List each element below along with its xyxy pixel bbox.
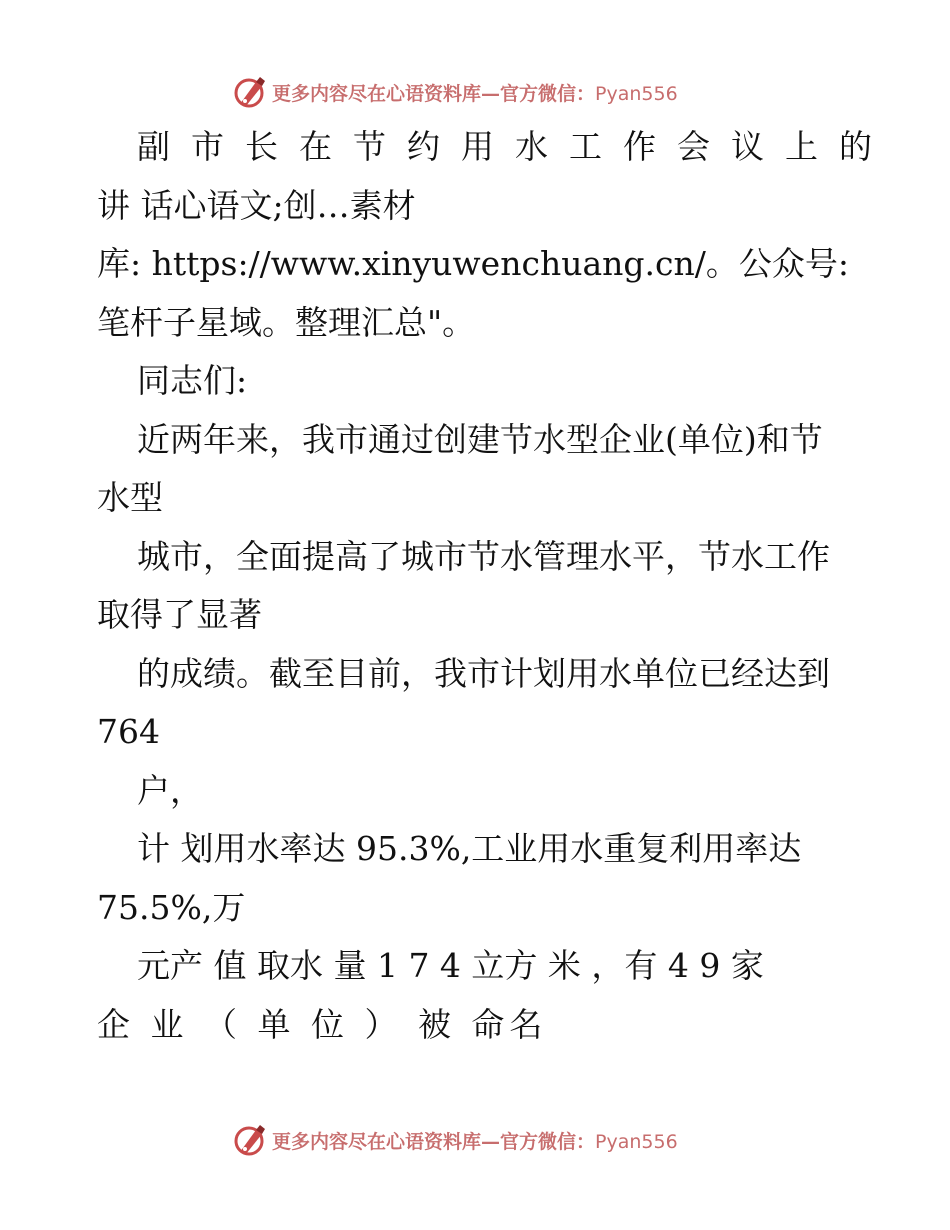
paragraph-line: 计 划用水率达 95.3%,工业用水重复利用率达 [137, 829, 802, 868]
salutation: 同志们: [137, 361, 248, 400]
wechat-id: Pyan556 [595, 1130, 678, 1153]
source-line-2: 笔杆子星域。整理汇总"。 [97, 302, 476, 342]
paragraph-line: 的成绩。截至目前，我市计划用水单位已经达到 [137, 653, 830, 693]
paragraph-line: 企 业 （ 单 位 ） 被 命名 [97, 1004, 548, 1044]
source-line-1: 库: https://www.xinyuwenchuang.cn/。公众号: [97, 244, 849, 283]
banner-text: 更多内容尽在心语资料库—官方微信：Pyan556 [272, 82, 678, 105]
header-banner [232, 72, 678, 112]
paragraph-line: 取得了显著 [97, 595, 262, 634]
wechat-id: Pyan556 [595, 82, 678, 105]
document-body [97, 118, 893, 1054]
footer-banner [232, 1120, 678, 1160]
paragraph-line: 75.5%,万 [97, 887, 246, 927]
paragraph-line: 户， [137, 770, 203, 810]
paragraph-line: 城市，全面提高了城市节水管理水平，节水工作 [137, 536, 830, 576]
banner-text: 更多内容尽在心语资料库—官方微信：Pyan556 [272, 1130, 678, 1153]
pen-logo-icon [232, 1122, 268, 1158]
title-line-2: 讲 话心语文;创…素材 [97, 185, 416, 225]
paragraph-line: 764 [97, 712, 160, 751]
paragraph-line: 水型 [97, 478, 163, 517]
pen-logo-icon [232, 74, 268, 110]
paragraph-line: 元产 值 取水 量 1 7 4 立方 米 ，有 4 9 家 [137, 946, 764, 985]
paragraph-line: 近两年来，我市通过创建节水型企业(单位)和节 [137, 419, 823, 459]
title-line-1: 副市长在节约用水工作会议上的 [137, 127, 893, 166]
